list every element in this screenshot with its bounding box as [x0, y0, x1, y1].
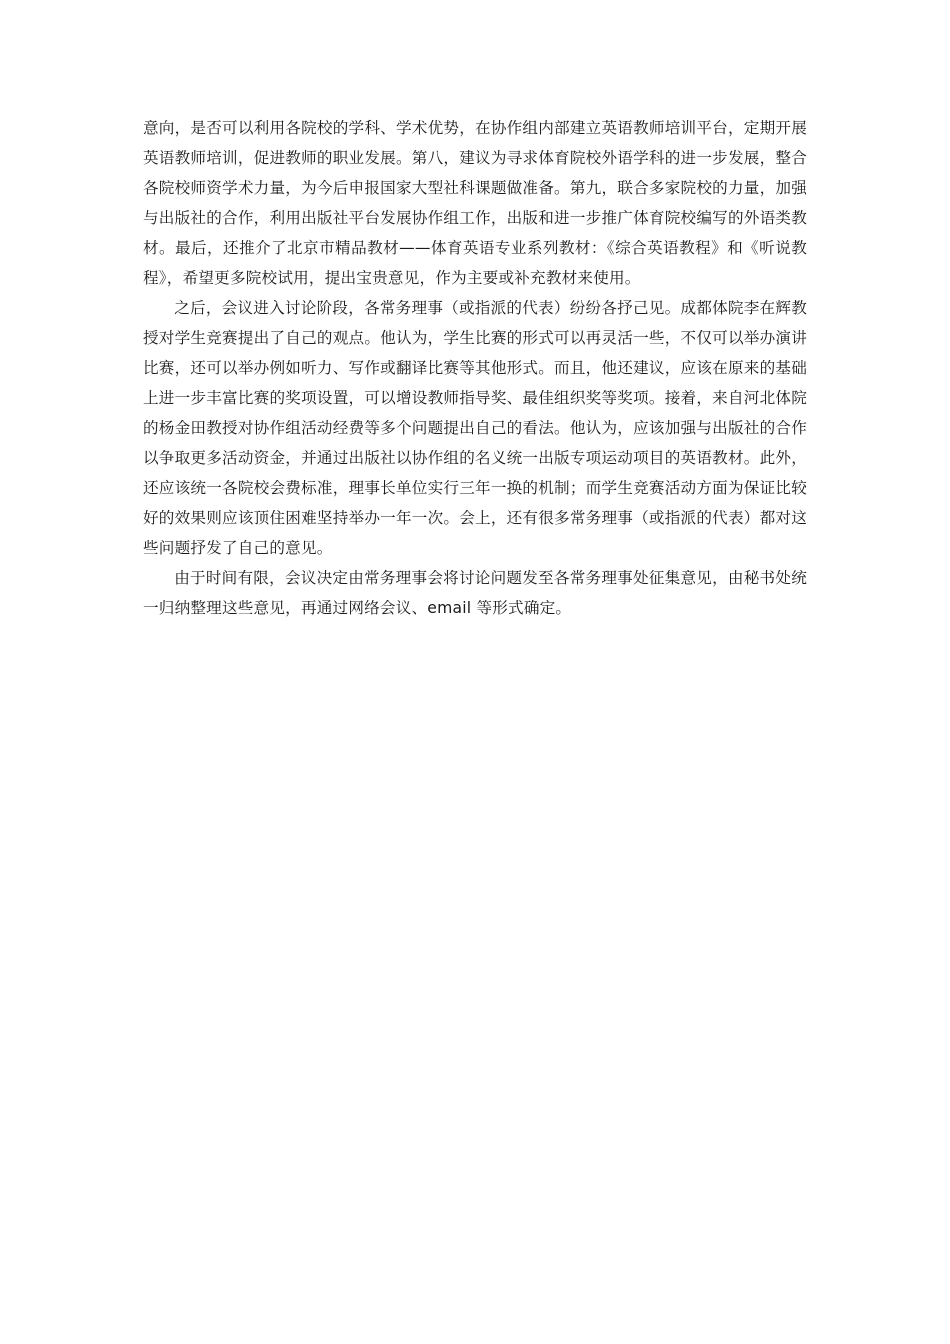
paragraph-continued: 意向，是否可以利用各院校的学科、学术优势，在协作组内部建立英语教师培训平台，定期开展英语教师培训，促进教师的职业发展。第八，建议为寻求体育院校外语学科的进一步发展，整合各院校师资学术力量，为今后申报国家大型社科课题做准备。第九，联合多家院校的力量，加强与出版社的合作，利用出版社平台发展协作组工作，出版和进一步推广体育院校编写的外语类教材。最后，还推介了北京市精品教材——体育英语专业系列教材：《综合英语教程》和《听说教程》，希望更多院校试用，提出宝贵意见，作为主要或补充教材来使用。 — [143, 119, 807, 287]
paragraph-conclusion: 由于时间有限，会议决定由常务理事会将讨论问题发至各常务理事处征集意见，由秘书处统一归纳整理这些意见，再通过网络会议、email 等形式确定。 — [143, 569, 807, 617]
document-body — [143, 113, 807, 623]
paragraph-discussion: 之后，会议进入讨论阶段，各常务理事（或指派的代表）纷纷各抒己见。成都体院李在辉教授对学生竞赛提出了自己的观点。他认为，学生比赛的形式可以再灵活一些，不仅可以举办演讲比赛，还可以举办例如听力、写作或翻译比赛等其他形式。而且，他还建议，应该在原来的基础上进一步丰富比赛的奖项设置，可以增设教师指导奖、最佳组织奖等奖项。接着，来自河北体院的杨金田教授对协作组活动经费等多个问题提出自己的看法。他认为，应该加强与出版社的合作以争取更多活动资金，并通过出版社以协作组的名义统一出版专项运动项目的英语教材。此外，还应该统一各院校会费标准，理事长单位实行三年一换的机制；而学生竞赛活动方面为保证比较好的效果则应该顶住困难坚持举办一年一次。会上，还有很多常务理事（或指派的代表）都对这些问题抒发了自己的意见。 — [143, 299, 807, 557]
